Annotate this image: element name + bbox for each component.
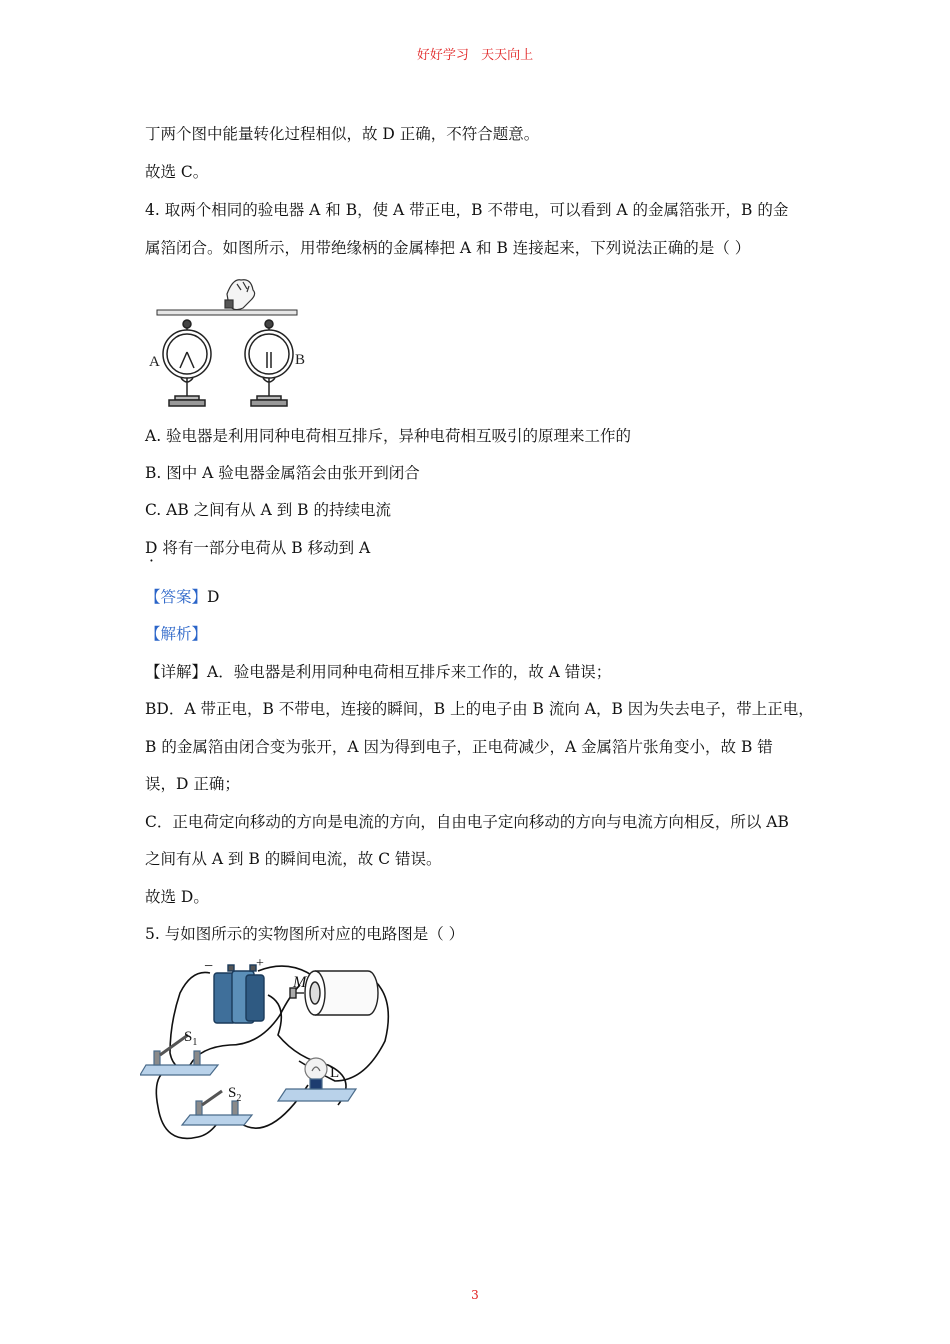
option-d: D 将有一部分电荷从 B 移动到 A [145, 539, 371, 557]
text-line: 故选 C。 [145, 163, 209, 181]
electroscope-a [163, 320, 211, 406]
electroscope-b [245, 320, 293, 406]
hand-icon [225, 280, 255, 310]
page-number: 3 [471, 1288, 479, 1302]
label-a: A [149, 354, 160, 370]
option-d-dot: · [149, 552, 154, 570]
switch-s1-icon [140, 1035, 218, 1075]
detail-line-2: BD．A 带正电，B 不带电，连接的瞬间，B 上的电子由 B 流向 A，B 因为失去电子，带上正电， [145, 700, 814, 718]
question-4-line-1: 4. 取两个相同的验电器 A 和 B，使 A 带正电，B 不带电，可以看到 A 的金属箔张开，B 的金 [145, 201, 789, 219]
analysis-tag: 【解析】 [145, 625, 208, 643]
detail-line-7: 故选 D。 [145, 888, 209, 906]
answer-tag: 【答案】 [145, 588, 208, 606]
question-4-line-2: 属箔闭合。如图所示，用带绝缘柄的金属棒把 A 和 B 连接起来，下列说法正确的是（ ） [145, 239, 751, 257]
detail-line-1: 【详解】A．验电器是利用同种电荷相互排斥来工作的，故 A 错误； [145, 663, 612, 681]
option-a: A. 验电器是利用同种电荷相互排斥，异种电荷相互吸引的原理来工作的 [145, 427, 632, 445]
battery-icon [214, 965, 264, 1023]
s1-label [184, 1029, 197, 1048]
text-line: 丁两个图中能量转化过程相似，故 D 正确，不符合题意。 [145, 125, 540, 143]
metal-rod [157, 310, 297, 315]
detail-line-6: 之间有从 A 到 B 的瞬间电流，故 C 错误。 [145, 850, 442, 868]
label-b: B [295, 352, 306, 368]
page-header [0, 44, 950, 63]
s2-subscript: 2 [236, 1093, 242, 1104]
lamp-label: L [330, 1065, 340, 1081]
option-c: C. AB 之间有从 A 到 B 的持续电流 [145, 501, 391, 519]
circuit-figure [140, 955, 390, 1150]
switch-s2-icon [182, 1091, 252, 1125]
electroscope-figure [145, 272, 320, 412]
detail-line-4: 误，D 正确； [145, 775, 240, 793]
answer-line [145, 585, 219, 607]
header-left-text: 好好学习 [416, 48, 469, 63]
question-5: 5. 与如图所示的实物图所对应的电路图是（ ） [145, 925, 465, 943]
s2-letter: S [228, 1085, 237, 1101]
s1-subscript: 1 [192, 1037, 198, 1048]
motor-label: M [293, 974, 307, 991]
detail-line-3: B 的金属箔由闭合变为张开，A 因为得到电子，正电荷减少，A 金属箔片张角变小，故 B 错 [145, 738, 773, 756]
s1-letter: S [184, 1029, 193, 1045]
option-b: B. 图中 A 验电器金属箔会由张开到闭合 [145, 464, 420, 482]
detail-line-5: C．正电荷定向移动的方向是电流的方向，自由电子定向移动的方向与电流方向相反，所以 AB [145, 813, 789, 831]
battery-minus: − [204, 958, 214, 975]
header-right-text: 天天向上 [481, 48, 534, 63]
answer-value: D [207, 588, 220, 606]
battery-plus: + [256, 956, 264, 971]
